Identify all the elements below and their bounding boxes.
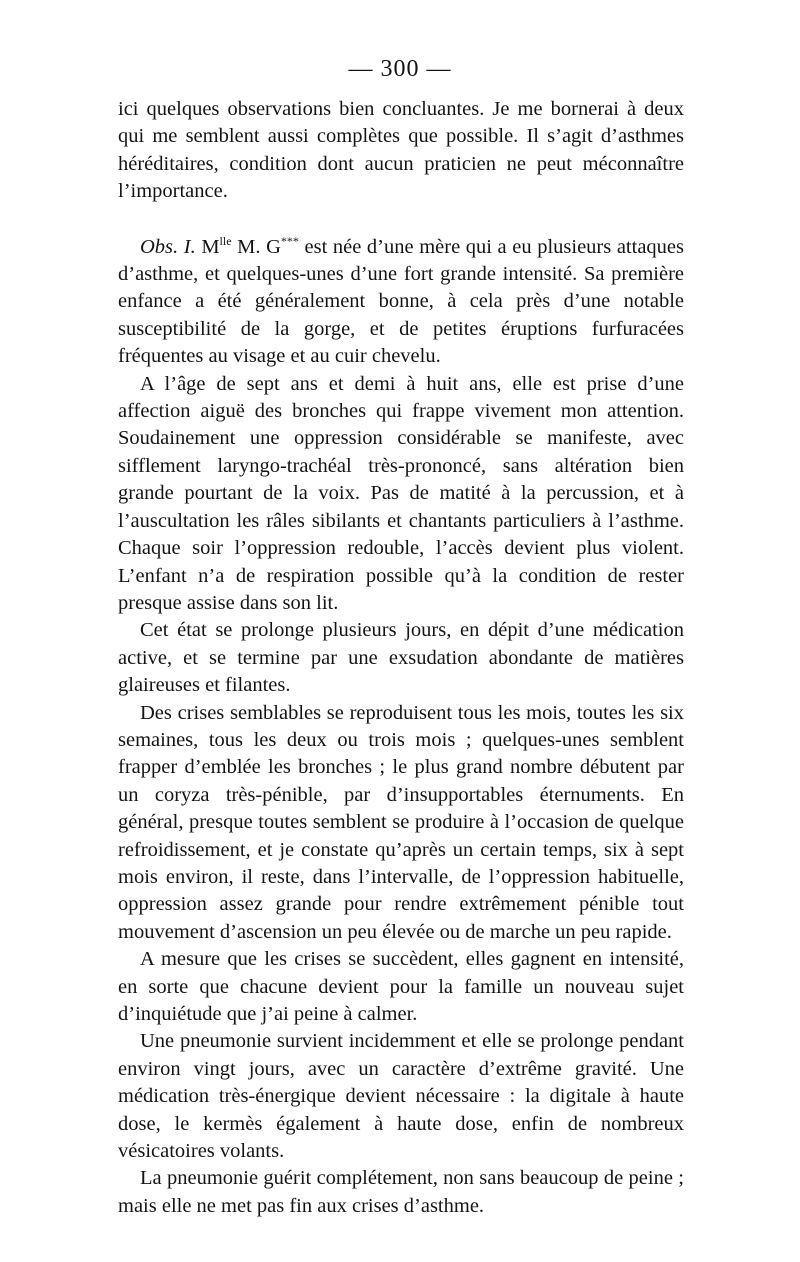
paragraph: A mesure que les crises se succèdent, elles gagnent en intensité, en sorte que chacune devient pour la famille un nouveau sujet d’inquiétude que j’ai peine à calmer. [118,948,684,1025]
title-superscript-stars: *** [280,233,299,248]
paragraph: A l’âge de sept ans et demi à huit ans, elle est prise d’une affection aiguë des bronches qui frappe vivement mon attention. Soudainement une oppression considérable se manifeste, avec sifflement laryngo-trachéal très-prononcé, sans altération bien grande pourtant de la voix. Pas de matité à la percussion, et à l’auscultation les râles sibilants et chantants particuliers à l’asthme. Chaque soir l’oppression redouble, l’accès devient plus violent. L’enfant n’a de respiration possible qu’à la condition de rester presque assise dans son lit. [118,372,684,614]
observation-paragraph [118,234,684,371]
page-number: — 300 — [348,56,452,82]
intro-paragraph: ici quelques observations bien concluantes. Je me bornerai à deux qui me semblent aussi complètes que possible. Il s’agit d’asthmes héréditaires, condition dont aucun praticien ne peut méconnaître l’importance. [118,98,684,203]
body-text [118,96,684,1220]
paragraph: La pneumonie guérit complétement, non sans beaucoup de peine ; mais elle ne met pas fin aux crises d’asthme. [118,1167,684,1217]
observation-first-text: est née d’une mère qui a eu plusieurs attaques d’asthme, et quelques-unes d’une fort grande intensité. Sa première enfance a été généralement bonne, à cela près d’une notable susceptibilité de la gorge, et de petites éruptions furfuracées fréquentes au visage et au cuir chevelu. [118,235,684,368]
title-superscript: lle [219,233,232,248]
observation-title: M [195,235,220,258]
observation-label: Obs. I. [140,235,196,258]
paragraph: Des crises semblables se reproduisent tous les mois, toutes les six semaines, tous les deux ou trois mois ; quelques-unes semblent frapper d’emblée les bronches ; le plus grand nombre débutent par un coryza très-pénible, par d’insupportables éternuments. En général, presque toutes semblent se produire à l’occasion de quelque refroidissement, et je constate qu’après un certain temps, six à sept mois environ, il reste, dans l’intervalle, de l’oppression habituelle, oppression assez grande pour rendre extrêmement pénible tout mouvement d’ascension un peu élevée ou de marche un peu rapide. [118,701,684,943]
paragraph: Cet état se prolonge plusieurs jours, en dépit d’une médication active, et se termine par une exsudation abondante de matières glaireuses et filantes. [118,619,684,697]
paragraph: Une pneumonie survient incidemment et elle se prolonge pendant environ vingt jours, avec un caractère d’extrême gravité. Une médication très-énergique devient nécessaire : la digitale à haute dose, le kermès également à haute dose, enfin de nombreux vésicatoires volants. [118,1030,684,1163]
observation-title-name: M. G [231,235,281,258]
